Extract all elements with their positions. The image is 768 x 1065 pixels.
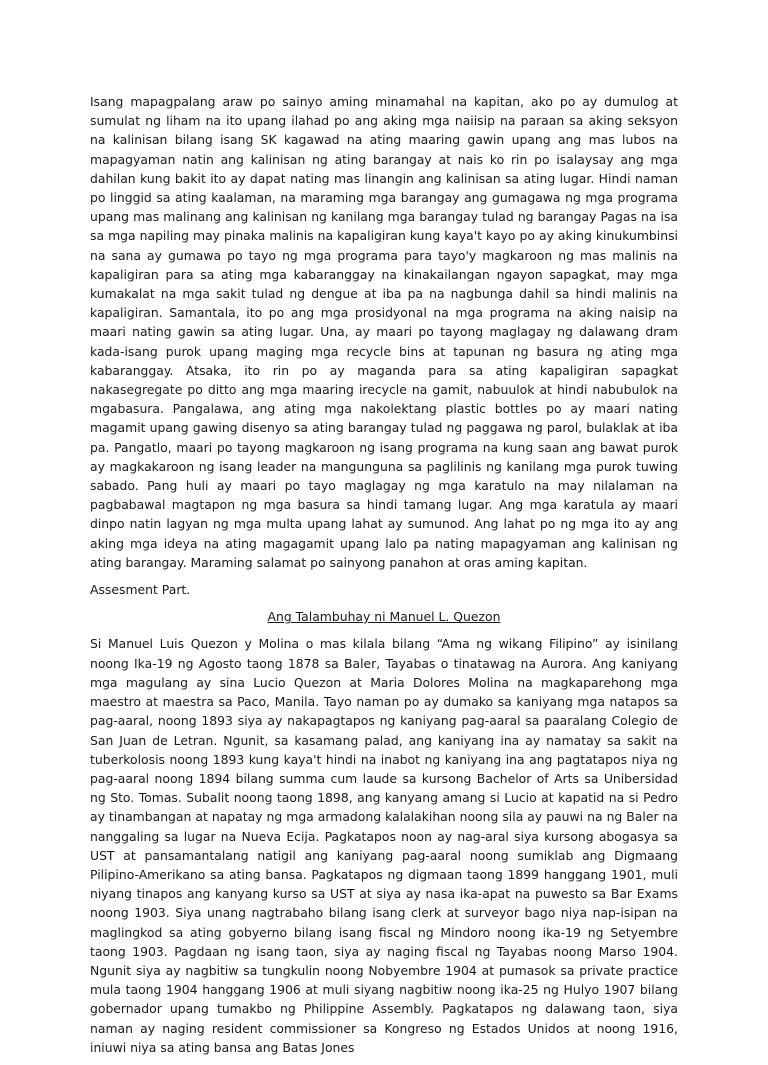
document-page <box>90 92 678 1065</box>
letter-paragraph: Isang mapagpalang araw po sainyo aming minamahal na kapitan, ako po ay dumulog at sumulat ng liham na ito upang ilahad po ang aking mga naiisip na paraan sa aking seksyon na kalinisan bilang isang SK kagawad na ating maaring gawin upang ang mas lubos na mapagyaman natin ang kalinisan ng ating barangay at nais ko rin po isalaysay ang mga dahilan kung bakit ito ay dapat nating mas linangin ang kalinisan sa ating lugar. Hindi naman po linggid sa ating kaalaman, na maraming mga barangay ang gumagawa ng mga programa upang mas malinang ang kalinisan ng kanilang mga barangay tulad ng barangay Pagas na isa sa mga napiling may pinaka malinis na kapaligiran kung kaya't kayo po ay aking kinukumbinsi na sana ay gumawa po tayo ng mga programa para tayo'y magkaroon ng mas malinis na kapaligiran para sa ating mga kabaranggay na kinakailangan ngayon sapagkat, may mga kumakalat na mga sakit tulad ng dengue at iba pa na nagbunga dahil sa hindi malinis na kapaligiran. Samantala, ito po ang mga prosidyonal na mga programa na aking naisip na maari nating gawin sa ating lugar. Una, ay maari po tayong maglagay ng dalawang dram kada-isang purok upang maging mga recycle bins at tapunan ng basura ng ating mga kabaranggay. Atsaka, ito rin po ay maganda para sa ating kapaligiran sapagkat nakasegregate po ditto ang mga maaring irecycle na gamit, nabuulok at hindi nabubulok na mgabasura. Pangalawa, ang ating mga nakolektang plastic bottles po ay maari nating magamit upang gawing disenyo sa ating barangay tulad ng paggawa ng parol, bulaklak at iba pa. Pangatlo, maari po tayong magkaroon ng isang programa na kung saan ang bawat purok ay magkakaroon ng isang leader na mangunguna sa paglilinis ng kanilang mga purok tuwing sabado. Pang huli ay maari po tayo maglagay ng mga karatulo na may nilalaman na pagbabawal magtapon ng mga basura sa hindi tamang lugar. Ang mga karatula ay maari dinpo natin lagyan ng mga multa upang lahat ay sumunod. Ang lahat po ng mga ito ay ang aking mga ideya na ating magagamit upang lalo pa nating mapagyaman ang kalinisan ng ating barangay. Maraming salamat po sainyong panahon at oras aming kapitan. <box>90 94 678 570</box>
section-label: Assesment Part. <box>90 582 191 598</box>
biography-title: Ang Talambuhay ni Manuel L. Quezon <box>267 609 501 625</box>
biography-paragraph: Si Manuel Luis Quezon y Molina o mas kilala bilang “Ama ng wikang Filipino” ay isinilang noong Ika-19 ng Agosto taong 1878 sa Baler, Tayabas o tinatawag na Aurora. Ang kaniyang mga magulang ay sina Lucio Quezon at Maria Dolores Molina na magkaparehong mga maestro at maestra sa Paco, Manila. Tayo naman po ay dumako sa kaniyang mga natapos sa pag-aaral, noong 1893 siya ay nakapagtapos ng kaniyang pag-aaral sa paaralang Colegio de San Juan de Letran. Ngunit, sa kasamang palad, ang kaniyang ina ay namatay sa sakit na tuberkolosis noong 1893 kung kaya't hindi na inabot ng kaniyang ina ang pagtatapos niya ng pag-aaral noong 1894 bilang summa cum laude sa kursong Bachelor of Arts sa Unibersidad ng Sto. Tomas. Subalit noong taong 1898, ang kanyang amang si Lucio at kapatid na si Pedro ay tinambangan at napatay ng mga armadong kalalakihan noong sila ay pauwi na ng Baler na nanggaling sa lugar na Nueva Ecija. Pagkatapos noon ay nag-aral siya kursong abogasya sa UST at pansamantalang natigil ang kaniyang pag-aaral noong sumiklab ang Digmaang Pilipino-Amerikano sa ating bansa. Pagkatapos ng digmaan taong 1899 hanggang 1901, muli niyang tinapos ang kanyang kurso sa UST at siya ay nasa ika-apat na puwesto sa Bar Exams noong 1903. Siya unang nagtrabaho bilang isang clerk at surveyor bago niya nap-isipan na maglingkod sa ating gobyerno bilang isang fiscal ng Mindoro noong ika-19 ng Setyembre taong 1903. Pagdaan ng isang taon, siya ay naging fiscal ng Tayabas noong Marso 1904. Ngunit siya ay nagbitiw sa tungkulin noong Nobyembre 1904 at pumasok sa private practice mula taong 1904 hanggang 1906 at muli siyang nagbitiw noong ika-25 ng Hulyo 1907 bilang gobernador upang tumakbo ng Philippine Assembly. Pagkatapos ng dalawang taon, siya naman ay naging resident commissioner sa Kongreso ng Estados Unidos at noong 1916, iniuwi niya sa ating bansa ang Batas Jones <box>90 636 678 1055</box>
